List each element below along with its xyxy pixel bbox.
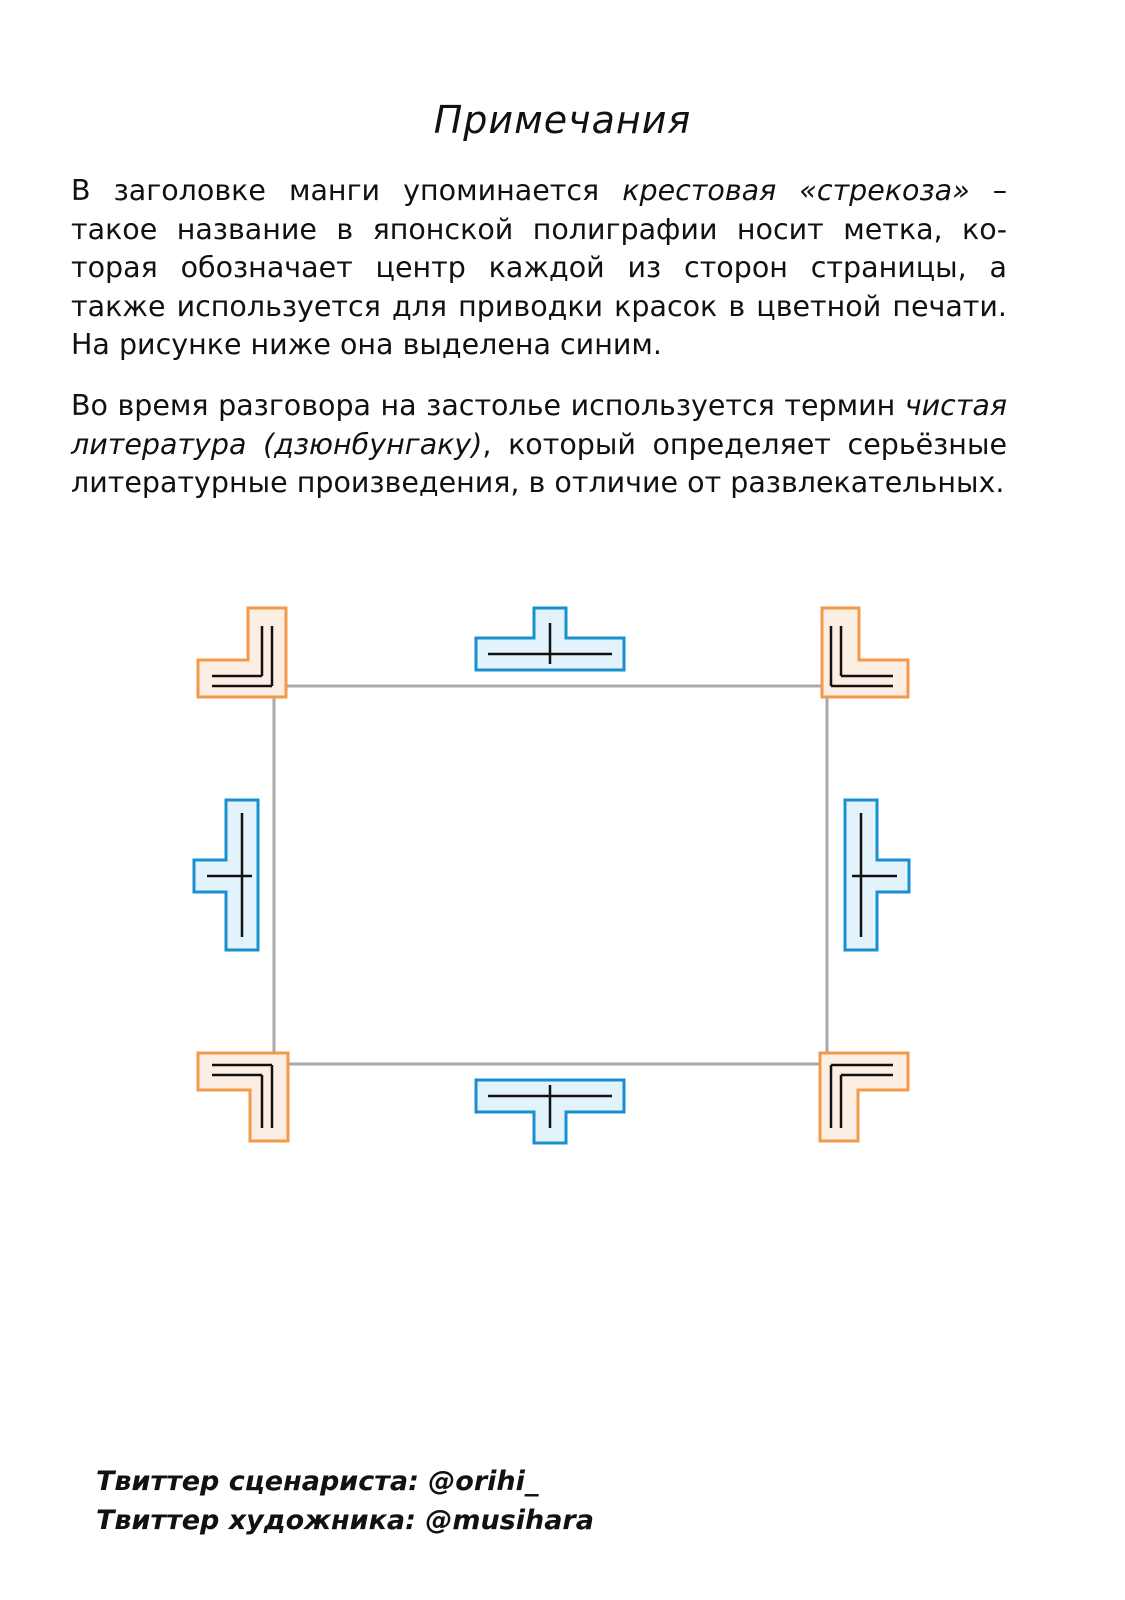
credits	[96, 1462, 594, 1540]
page-frame	[274, 686, 827, 1064]
corner-mark-bottom-right	[820, 1053, 908, 1141]
center-mark-left	[194, 800, 258, 950]
paragraph2-text-end: , который определяет серьёзные литературные произведения, в отличие от развлекательных.	[71, 427, 1007, 499]
paragraph1-text-start: В заголовке манги упоминается	[71, 174, 623, 207]
artist-twitter: Твиттер художника: @musihara	[96, 1505, 594, 1536]
paragraph2-italic-term: чистая литература (дзюнбунгаку)	[71, 389, 1007, 461]
paragraph2-text-start: Во время разговора на застолье используется термин	[71, 389, 905, 422]
center-mark-right	[845, 800, 909, 950]
corner-mark-bottom-left	[198, 1053, 288, 1141]
paragraph1-italic-term: крестовая «стрекоза»	[622, 174, 970, 207]
paragraph1-text-end: – такое название в японской полиграфии носит метка, которая обозначает центр каждой из сторон страницы, а также используется для приводки красок в цветной печати. На рисунке ниже она выделена синим.	[71, 174, 1008, 361]
scenarist-twitter: Твиттер сценариста: @orihi_	[96, 1466, 539, 1497]
corner-mark-top-right	[822, 608, 908, 697]
corner-mark-top-left	[198, 608, 286, 697]
center-mark-bottom	[476, 1080, 624, 1143]
page-title: Примечания	[433, 98, 692, 142]
center-mark-top	[476, 608, 624, 670]
